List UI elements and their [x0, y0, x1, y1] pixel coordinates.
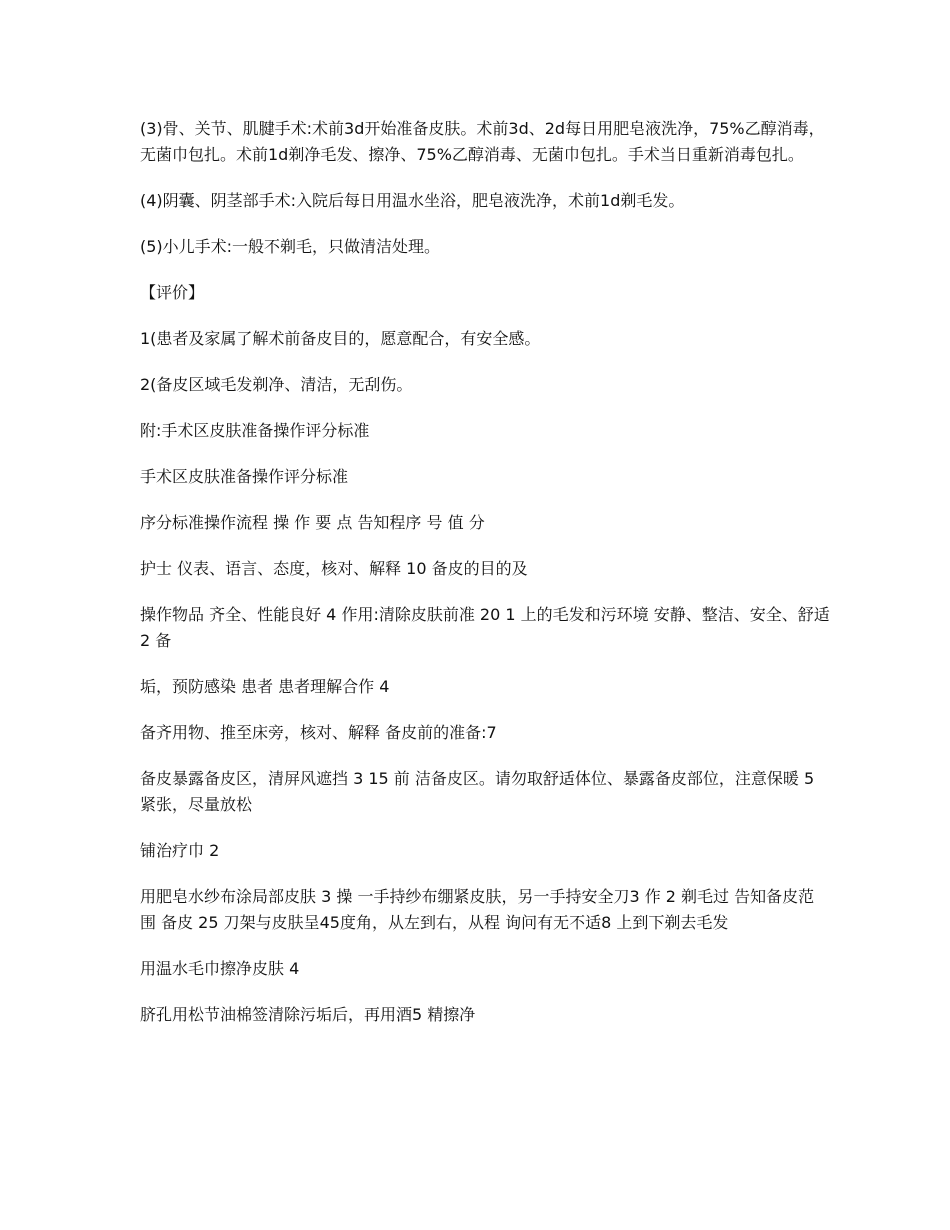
paragraph-expose-area: 备皮暴露备皮区，清屏风遮挡 3 15 前 洁备皮区。请勿取舒适体位、暴露备皮部位，注意保暖 5 紧张，尽量放松 — [140, 769, 815, 814]
paragraph-shaving: 用肥皂水纱布涂局部皮肤 3 操 一手持纱布绷紧皮肤，另一手持安全刀3 作 2 剃毛过 告知备皮范围 备皮 25 刀架与皮肤呈45度角，从左到右，从程 询问有无不适8 上到下剃去毛发 — [140, 887, 815, 932]
paragraph-infection-prevention: 垢，预防感染 患者 患者理解合作 4 — [140, 677, 390, 696]
paragraph-navel-cleaning: 脐孔用松节油棉签清除污垢后，再用酒5 精擦净 — [140, 1005, 476, 1024]
paragraph-evaluation-1: 1(患者及家属了解术前备皮目的，愿意配合，有安全感。 — [140, 329, 541, 348]
paragraph-scrotum-surgery: (4)阴囊、阴茎部手术:入院后每日用温水坐浴，肥皂液洗净，术前1d剃毛发。 — [140, 191, 685, 210]
paragraph-towel-wipe: 用温水毛巾擦净皮肤 4 — [140, 959, 300, 978]
paragraph-bone-joint-surgery: (3)骨、关节、肌腱手术:术前3d开始准备皮肤。术前3d、2d每日用肥皂液洗净，75%乙醇消毒，无菌巾包扎。术前1d剃净毛发、擦净、75%乙醇消毒、无菌巾包扎。手术当日重新消毒包扎。 — [140, 119, 825, 164]
section-heading-evaluation: 【评价】 — [140, 283, 205, 302]
paragraph-table-header: 序分标准操作流程 操 作 要 点 告知程序 号 值 分 — [140, 513, 485, 532]
paragraph-nurse: 护士 仪表、语言、态度，核对、解释 10 备皮的目的及 — [140, 559, 528, 578]
paragraph-evaluation-2: 2(备皮区域毛发剃净、清洁，无刮伤。 — [140, 375, 413, 394]
paragraph-prepare-supplies: 备齐用物、推至床旁，核对、解释 备皮前的准备:7 — [140, 723, 497, 742]
paragraph-operation-items: 操作物品 齐全、性能良好 4 作用:清除皮肤前准 20 1 上的毛发和污环境 安静、整洁、安全、舒适 2 备 — [140, 605, 830, 650]
paragraph-treatment-towel: 铺治疗巾 2 — [140, 841, 220, 860]
paragraph-standard-title: 手术区皮肤准备操作评分标准 — [140, 467, 349, 486]
paragraph-child-surgery: (5)小儿手术:一般不剃毛，只做清洁处理。 — [140, 237, 441, 256]
paragraph-appendix: 附:手术区皮肤准备操作评分标准 — [140, 421, 370, 440]
document-body — [140, 116, 830, 1048]
